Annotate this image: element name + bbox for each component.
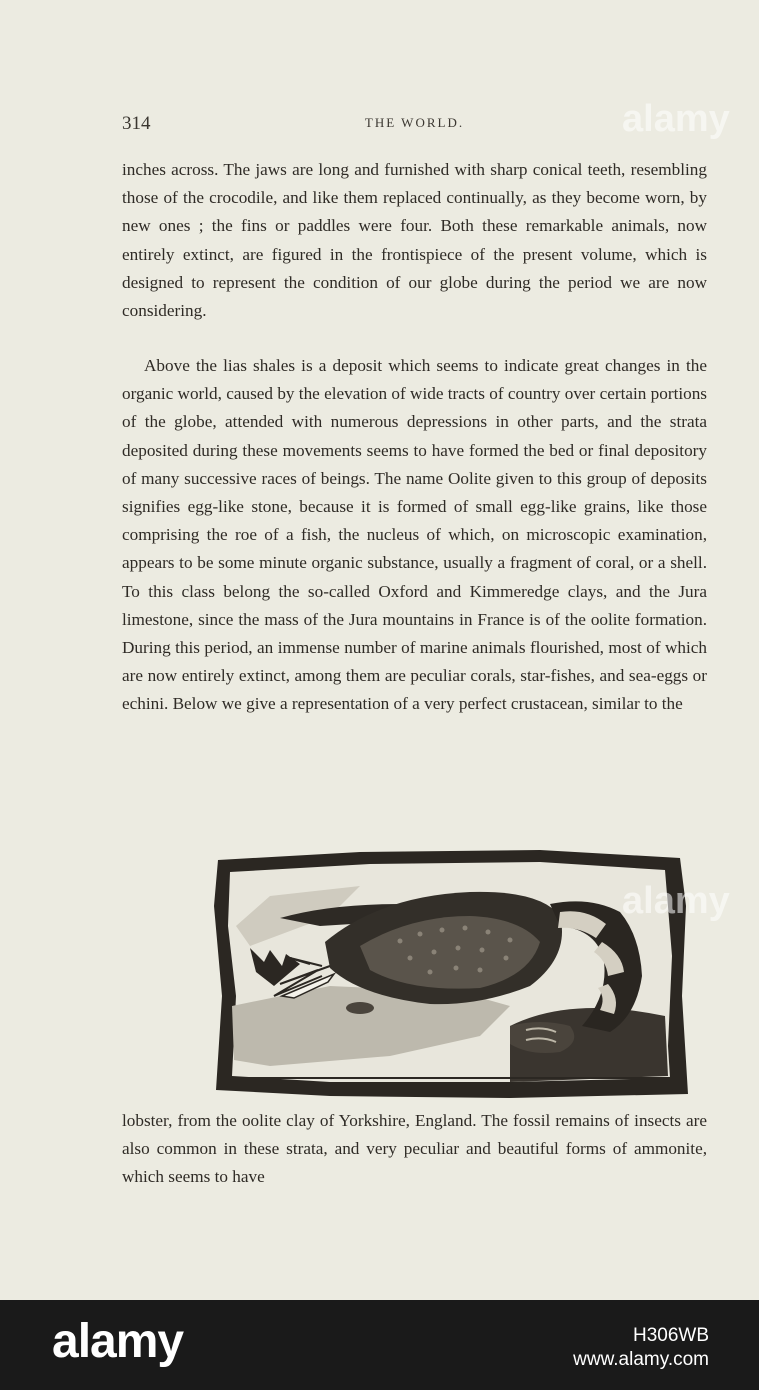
paragraph-1: [122, 156, 707, 325]
paragraph-text: inches across. The jaws are long and furnished with sharp conical teeth, resembling those of the crocodile, and like them replaced continually, as they become worn, by new ones ; the fins or paddles were four. Both these remarkable animals, now entirely extinct, are figured in the frontispiece of the present volume, which is designed to represent the condition of our globe during the period we are now considering.: [122, 160, 707, 321]
image-id: H306WB: [632, 1325, 709, 1346]
page-header: [122, 113, 707, 139]
paragraph-text: lobster, from the oolite clay of Yorkshire, England. The fossil remains of insects are also common in these strata, and very peculiar and beautiful forms of ammonite, which seems to have: [122, 1111, 707, 1187]
paragraph-text: Above the lias shales is a deposit which seems to indicate great changes in the organic world, caused by the elevation of wide tracts of country over certain portions of the globe, attended with numerous depressions in other parts, and the strata deposited during these movements seems to have formed the bed or final depository of many successive races of beings. The name Oolite given to this group of deposits signifies egg-like stone, because it is formed of small egg-like grains, like those comprising the roe of a fish, the nucleus of which, on microscopic examination, appears to be some minute organic substance, usually a fragment of coral, or a shell. To this class belong the so-called Oxford and Kimmeredge clays, and the Jura limestone, since the mass of the Jura mountains in France is of the oolite formation. During this period, an immense number of marine animals flourished, most of which are now entirely extinct, among them are peculiar corals, star-fishes, and sea-eggs or echini. Below we give a representation of a very perfect crustacean, similar to the: [122, 356, 707, 714]
image-id-block: [573, 1324, 709, 1372]
stock-footer-bar: [0, 1300, 759, 1390]
paragraph-3: [122, 1107, 707, 1192]
alamy-logo: alamy: [52, 1315, 184, 1368]
fossil-lobster-illustration: [210, 846, 690, 1100]
watermark: alamy: [622, 880, 730, 922]
paragraph-2: [122, 352, 707, 719]
watermark: alamy: [622, 98, 730, 140]
fossil-lobster-engraving: [210, 846, 690, 1100]
site-url: www.alamy.com: [573, 1349, 709, 1370]
running-title: THE WORLD.: [364, 115, 465, 130]
page-number: 314: [122, 113, 151, 134]
